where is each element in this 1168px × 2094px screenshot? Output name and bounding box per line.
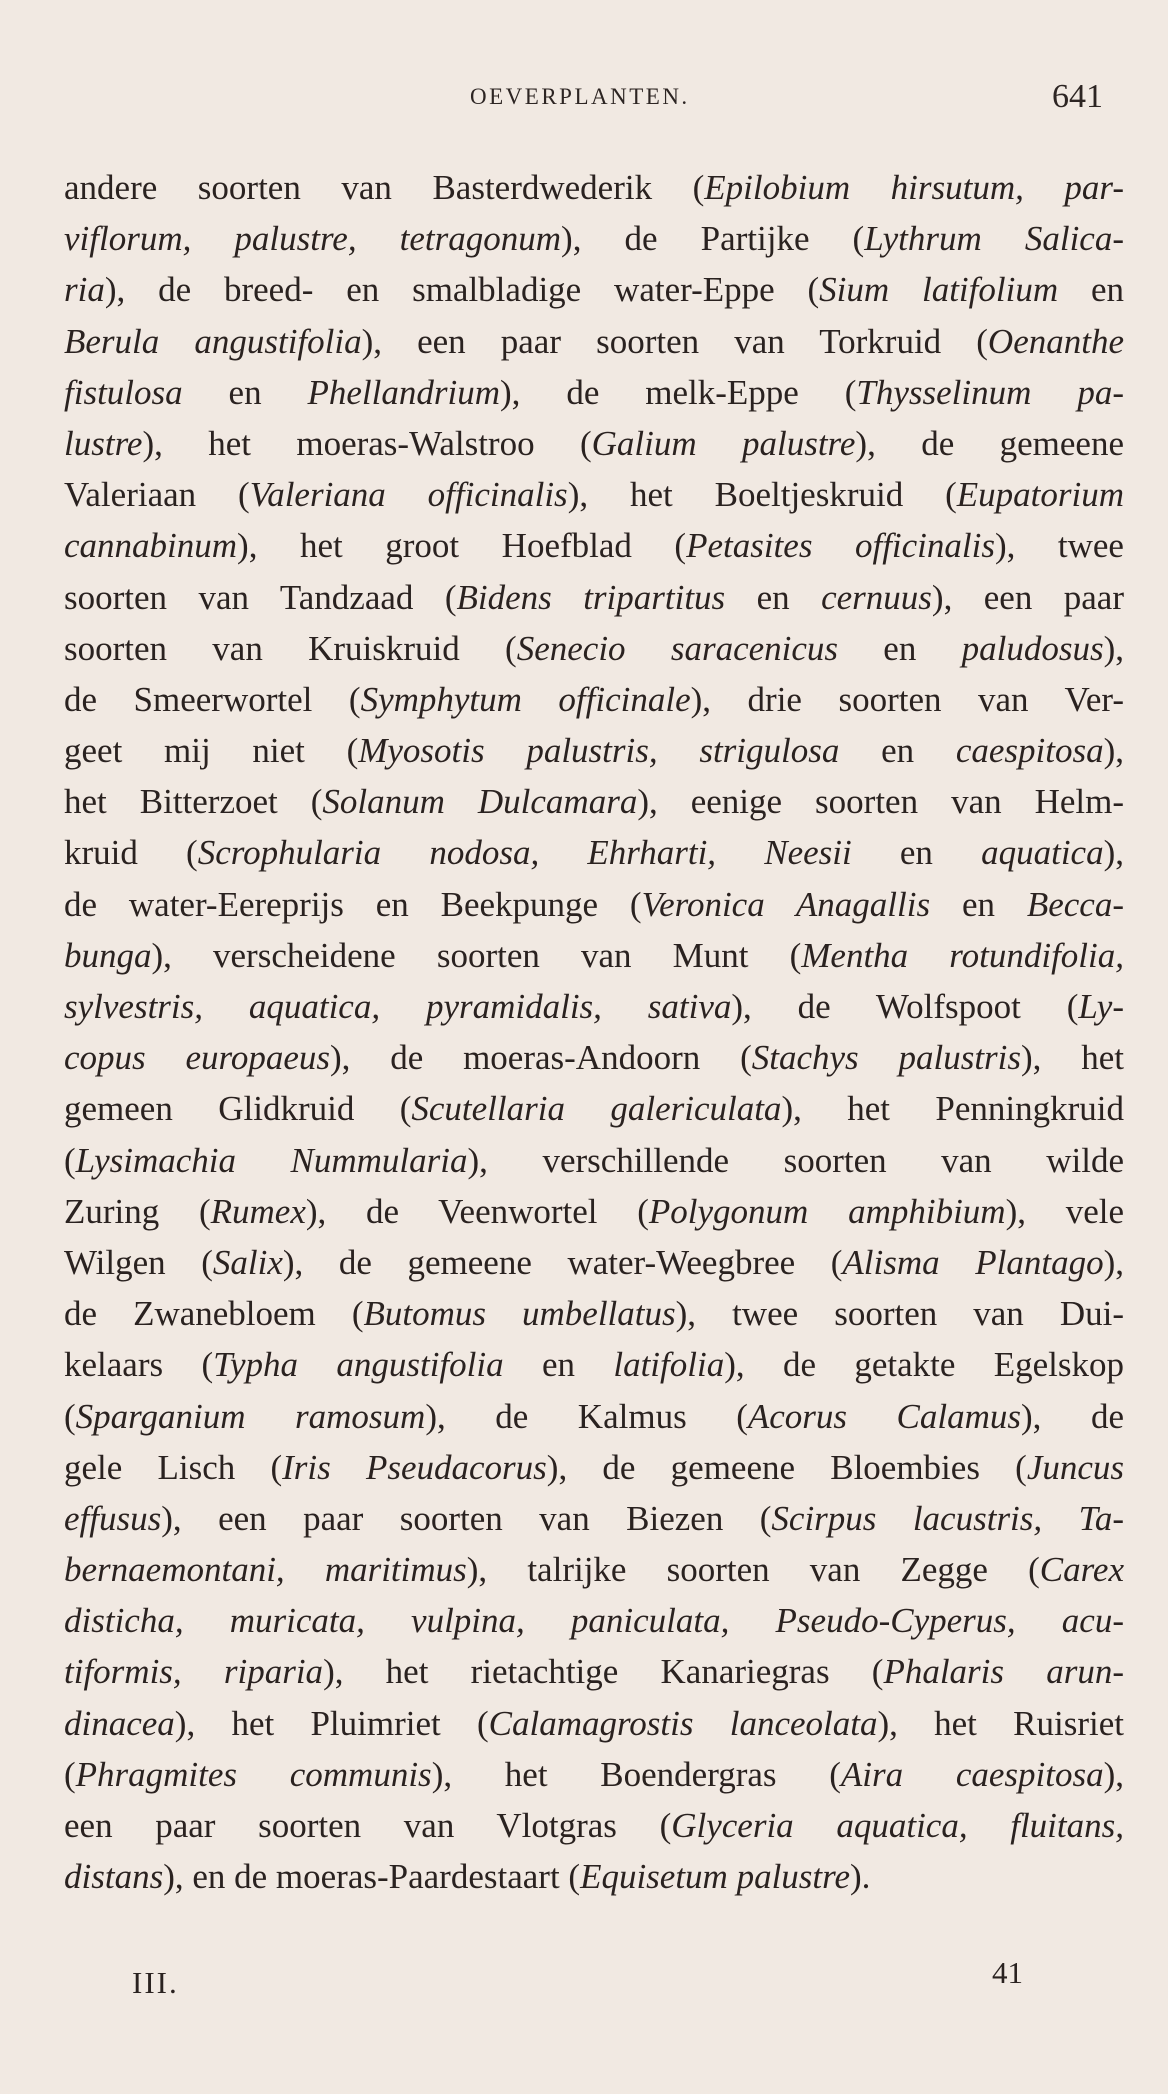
latin-name: Petasites officinalis: [686, 526, 995, 566]
text-segment: ), de gemeene: [855, 423, 1124, 463]
text-segment: (: [64, 1754, 76, 1794]
text-segment: ), de gemeene Bloembies (: [546, 1447, 1027, 1487]
signature-mark: III.: [132, 1965, 179, 2000]
text-segment: de Zwanebloem (: [64, 1294, 364, 1334]
latin-name: distans: [64, 1857, 164, 1897]
text-segment: ), het moeras-Walstroo (: [142, 423, 592, 463]
text-line: [64, 264, 1124, 315]
text-segment: en: [930, 884, 1027, 924]
latin-name: dinacea: [64, 1703, 175, 1743]
latin-name: cernuus: [821, 577, 932, 617]
text-segment: en: [725, 577, 822, 617]
latin-name: Valeriana officinalis: [249, 475, 568, 515]
text-segment: ), de breed- en smalbladige water-Eppe (: [104, 270, 820, 310]
text-line: [64, 572, 1124, 623]
latin-name: copus europaeus: [64, 1038, 330, 1078]
latin-name: Thysselinum pa-: [856, 372, 1124, 412]
text-segment: (: [64, 1396, 76, 1436]
latin-name: Salix: [212, 1242, 283, 1282]
page-footer: [0, 1955, 1168, 2015]
text-segment: ),: [1103, 628, 1124, 668]
text-segment: en: [1058, 270, 1124, 310]
latin-name: Rumex: [210, 1191, 306, 1231]
text-segment: ), het Ruisriet: [877, 1703, 1124, 1743]
latin-name: Glyceria aquatica, fluitans,: [671, 1806, 1125, 1845]
text-line: [64, 162, 1124, 213]
text-line: [64, 1800, 1124, 1851]
text-segment: ), het: [1021, 1038, 1125, 1078]
latin-name: Oenanthe: [987, 321, 1124, 361]
text-segment: ), en de moeras-Paardestaart (: [163, 1857, 581, 1897]
page-number: 641: [1052, 78, 1103, 115]
text-segment: ), de Partijke (: [561, 219, 865, 259]
latin-name: Acorus Calamus: [747, 1396, 1022, 1436]
latin-name: bunga: [64, 935, 152, 975]
text-segment: het Bitterzoet (: [64, 782, 323, 822]
latin-name: Alisma Plantago: [842, 1242, 1104, 1282]
sheet-number: 41: [992, 1955, 1023, 1990]
text-line: [64, 316, 1124, 367]
text-segment: ),: [1103, 731, 1124, 771]
latin-name: Iris Pseudacorus: [282, 1447, 547, 1487]
text-line: [64, 776, 1124, 827]
text-line: [64, 1851, 1124, 1902]
text-segment: ).: [850, 1857, 871, 1897]
running-title: OEVERPLANTEN.: [470, 84, 690, 109]
text-segment: Zuring (: [64, 1191, 211, 1231]
text-segment: ), twee: [994, 526, 1124, 566]
text-segment: ), het Penningkruid: [781, 1089, 1124, 1129]
text-line: [64, 725, 1124, 776]
latin-name: Juncus: [1026, 1447, 1125, 1487]
text-line: [64, 1032, 1124, 1083]
text-line: [64, 1288, 1124, 1339]
text-line: [64, 1391, 1124, 1442]
text-segment: ), verscheidene soorten van Munt (: [151, 935, 802, 975]
latin-name: Lysimachia Nummularia: [75, 1140, 468, 1180]
text-line: [64, 1339, 1124, 1390]
running-header: [0, 78, 1168, 118]
text-segment: ), het groot Hoefblad (: [237, 526, 687, 566]
latin-name: latifolia: [613, 1345, 725, 1385]
text-segment: ), de gemeene water-Weegbree (: [282, 1242, 843, 1282]
text-segment: Wilgen (: [64, 1242, 213, 1282]
latin-name: Scutellaria galericulata: [411, 1089, 782, 1129]
text-segment: ), drie soorten van Ver-: [690, 679, 1124, 719]
text-segment: en: [851, 833, 982, 873]
latin-name: Phalaris arun-: [883, 1652, 1124, 1692]
text-segment: andere soorten van Basterdwederik (: [64, 168, 705, 207]
text-segment: ), vele: [1005, 1191, 1125, 1231]
latin-name: Symphytum officinale: [360, 679, 691, 719]
text-segment: de Smeerwortel (: [64, 679, 361, 719]
text-segment: ), het Boendergras (: [431, 1754, 841, 1794]
latin-name: Ly-: [1078, 987, 1124, 1026]
text-line: [64, 879, 1124, 930]
text-segment: ),: [1103, 833, 1124, 873]
latin-name: Polygonum amphibium: [648, 1191, 1006, 1231]
text-line: [64, 469, 1124, 520]
text-line: [64, 1493, 1124, 1544]
latin-name: Scrophularia nodosa, Ehrharti, Neesii: [197, 833, 852, 873]
text-segment: ),: [1103, 1754, 1125, 1794]
latin-name: Epilobium hirsutum, par-: [704, 168, 1124, 207]
latin-name: Stachys palustris: [751, 1038, 1022, 1078]
text-segment: gemeen Glidkruid (: [64, 1089, 412, 1129]
text-segment: ), de: [1021, 1396, 1124, 1436]
text-segment: ), het Pluimriet (: [174, 1703, 489, 1743]
text-line: [64, 827, 1124, 878]
text-segment: ), de getakte Egelskop: [724, 1345, 1124, 1385]
text-line: [64, 1544, 1124, 1595]
latin-name: Carex: [1039, 1550, 1124, 1590]
text-segment: ), de moeras-Andoorn (: [330, 1038, 752, 1078]
latin-name: caespitosa: [955, 731, 1104, 771]
latin-name: Typha angustifolia: [213, 1345, 504, 1385]
text-segment: ), het rietachtige Kanariegras (: [323, 1652, 884, 1692]
text-line: [64, 418, 1124, 469]
latin-name: disticha, muricata, vulpina, paniculata, Pseudo-Cyperus, acu-: [64, 1601, 1124, 1641]
latin-name: Bidens tripartitus: [456, 577, 726, 617]
latin-name: Phellandrium: [307, 372, 500, 412]
text-segment: en: [503, 1345, 614, 1385]
text-segment: en: [839, 731, 956, 771]
latin-name: effusus: [64, 1498, 162, 1538]
text-segment: Valeriaan (: [64, 475, 250, 515]
text-segment: ), een paar soorten van Biezen (: [161, 1498, 772, 1538]
text-line: [64, 1083, 1124, 1134]
text-line: [64, 623, 1124, 674]
latin-name: aquatica: [981, 833, 1104, 873]
latin-name: Becca-: [1026, 884, 1124, 924]
text-line: [64, 1646, 1124, 1697]
latin-name: cannabinum: [64, 526, 238, 566]
text-line: [64, 367, 1124, 418]
latin-name: Myosotis palustris, strigulosa: [358, 731, 840, 771]
latin-name: viflorum, palustre, tetragonum: [64, 219, 562, 259]
latin-name: lustre: [64, 423, 143, 463]
text-line: [64, 213, 1124, 264]
text-line: [64, 520, 1124, 571]
latin-name: Veronica Anagallis: [641, 884, 931, 924]
latin-name: Equisetum palustre: [580, 1857, 851, 1897]
latin-name: Galium palustre: [591, 423, 856, 463]
text-line: [64, 1698, 1124, 1749]
text-segment: kruid (: [64, 833, 198, 873]
text-segment: ), de Veenwortel (: [305, 1191, 649, 1231]
text-line: [64, 981, 1124, 1032]
latin-name: fistulosa: [64, 372, 183, 412]
latin-name: Senecio saracenicus: [516, 628, 839, 668]
text-segment: de water-Eereprijs en Beekpunge (: [64, 884, 642, 924]
text-segment: kelaars (: [64, 1345, 214, 1385]
latin-name: Lythrum Salica-: [864, 219, 1124, 259]
text-segment: een paar soorten van Vlotgras (: [64, 1806, 672, 1845]
text-segment: ), het Boeltjeskruid (: [567, 475, 957, 515]
latin-name: Butomus umbellatus: [363, 1294, 676, 1334]
latin-name: Berula angustifolia: [64, 321, 362, 361]
text-segment: ), twee soorten van Dui-: [675, 1294, 1125, 1334]
latin-name: Sparganium ramosum: [75, 1396, 426, 1436]
latin-name: Scirpus lacustris, Ta-: [771, 1498, 1124, 1538]
text-line: [64, 1749, 1124, 1800]
latin-name: Phragmites communis: [75, 1754, 432, 1794]
text-segment: geet mij niet (: [64, 731, 359, 771]
text-segment: ), verschillende soorten van wilde: [467, 1140, 1124, 1180]
text-segment: en: [182, 372, 308, 412]
latin-name: bernaemontani, maritimus: [64, 1550, 467, 1590]
text-segment: ), talrijke soorten van Zegge (: [466, 1550, 1040, 1590]
text-segment: ), een paar: [931, 577, 1124, 617]
latin-name: Solanum Dulcamara: [322, 782, 638, 822]
text-line: [64, 1595, 1124, 1646]
text-segment: ), de Kalmus (: [425, 1396, 748, 1436]
text-line: [64, 1237, 1124, 1288]
text-segment: soorten van Kruiskruid (: [64, 628, 517, 668]
latin-name: paludosus: [961, 628, 1104, 668]
latin-name: sylvestris, aquatica, pyramidalis, sativa: [64, 987, 732, 1026]
latin-name: Calamagrostis lanceolata: [488, 1703, 878, 1743]
text-line: [64, 1186, 1124, 1237]
latin-name: tiformis, riparia: [64, 1652, 324, 1692]
text-segment: ), een paar soorten van Torkruid (: [361, 321, 988, 361]
text-segment: (: [64, 1140, 76, 1180]
latin-name: Eupatorium: [956, 475, 1124, 515]
text-line: [64, 930, 1124, 981]
text-line: [64, 674, 1124, 725]
latin-name: Aira caespitosa: [840, 1754, 1104, 1794]
text-segment: soorten van Tandzaad (: [64, 577, 457, 617]
text-segment: ),: [1103, 1242, 1124, 1282]
text-segment: ), de melk-Eppe (: [500, 372, 857, 412]
text-segment: ), de Wolfspoot (: [731, 987, 1079, 1026]
latin-name: Sium latifolium: [819, 270, 1059, 310]
latin-name: ria: [64, 270, 105, 310]
latin-name: Mentha rotundifolia,: [801, 935, 1124, 975]
text-segment: ), eenige soorten van Helm-: [637, 782, 1125, 822]
text-line: [64, 1135, 1124, 1186]
text-segment: gele Lisch (: [64, 1447, 283, 1487]
text-line: [64, 1442, 1124, 1493]
text-segment: en: [838, 628, 962, 668]
body-text: [64, 162, 1124, 1902]
